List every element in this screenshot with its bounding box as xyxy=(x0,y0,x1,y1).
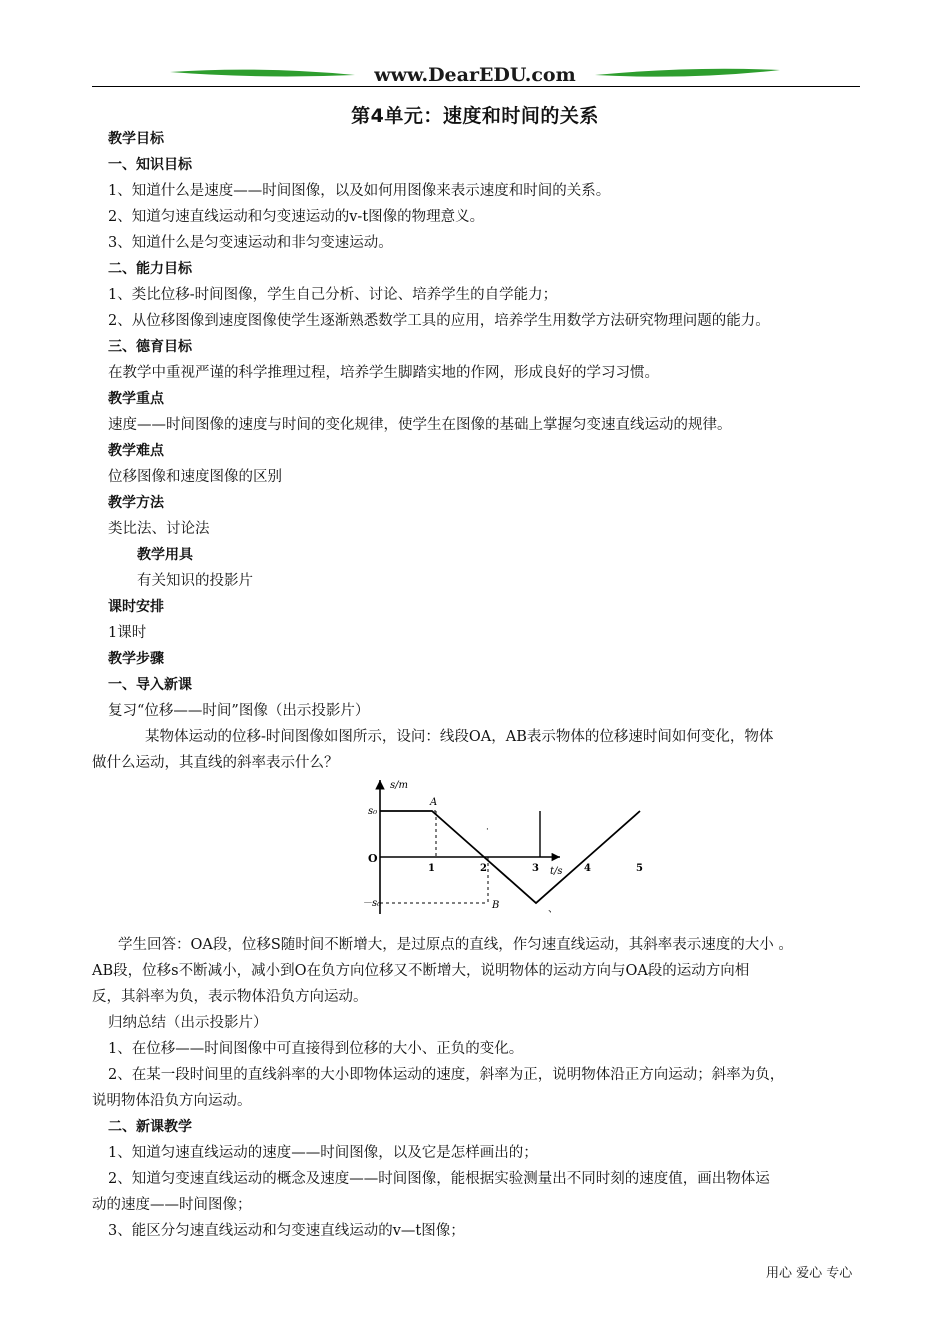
site-logo-text: www.DearEDU.com xyxy=(374,64,576,86)
heading-intro: 一、导入新课 xyxy=(108,677,192,693)
x-axis-label: t/s xyxy=(550,866,563,877)
x-tick-label: 5 xyxy=(636,863,643,874)
y-axis-label: s/m xyxy=(390,780,408,791)
heading-teaching-goals: 教学目标 xyxy=(108,131,164,147)
knowledge-goal-1: 1、知道什么是速度——时间图像，以及如何用图像来表示速度和时间的关系。 xyxy=(108,183,611,199)
heading-teaching-aids: 教学用具 xyxy=(137,547,193,563)
point-a-label: A xyxy=(430,797,438,808)
x-tick-label: 1 xyxy=(428,863,435,874)
neg-s0-label: －s₀ xyxy=(362,898,382,909)
heading-class-hours: 课时安排 xyxy=(108,599,164,615)
new-lesson-3: 3、能区分匀速直线运动和匀变速直线运动的v—t图像； xyxy=(108,1223,465,1239)
x-tick-labels xyxy=(428,863,643,874)
key-points-text: 速度——时间图像的速度与时间的变化规律，使学生在图像的基础上掌握匀变速直线运动的规律。 xyxy=(108,417,732,433)
student-answer-1: 学生回答：OA段，位移S随时间不断增大，是过原点的直线，作匀速直线运动，其斜率表示速度的大小 。 xyxy=(118,937,793,953)
moral-goal-text: 在教学中重视严谨的科学推理过程，培养学生脚踏实地的作网，形成良好的学习习惯。 xyxy=(108,365,659,381)
difficulties-text: 位移图像和速度图像的区别 xyxy=(108,469,282,485)
summary-heading: 归纳总结（出示投影片） xyxy=(108,1015,268,1031)
stray-mark: · xyxy=(486,825,489,835)
summary-2-cont: 说明物体沿负方向运动。 xyxy=(92,1093,252,1109)
heading-moral-goals: 三、德育目标 xyxy=(108,339,192,355)
question-line-2: 做什么运动，其直线的斜率表示什么？ xyxy=(92,755,339,771)
methods-text: 类比法、讨论法 xyxy=(108,521,210,537)
origin-label: O xyxy=(368,852,378,865)
left-swoosh xyxy=(170,70,355,77)
point-b-label: B xyxy=(492,900,500,911)
heading-knowledge-goals: 一、知识目标 xyxy=(108,157,192,173)
right-swoosh xyxy=(595,69,780,77)
header-rule xyxy=(92,86,860,87)
class-hours-text: 1课时 xyxy=(108,625,147,641)
knowledge-goal-2: 2、知道匀速直线运动和匀变速运动的v-t图像的物理意义。 xyxy=(108,209,485,225)
page-title: 第4单元：速度和时间的关系 xyxy=(351,105,599,127)
student-answer-3: 反，其斜率为负，表示物体沿负方向运动。 xyxy=(92,989,368,1005)
x-tick-label: 3 xyxy=(532,863,539,874)
footer-slogan: 用心 爱心 专心 xyxy=(766,1266,853,1281)
summary-2: 2、在某一段时间里的直线斜率的大小即物体运动的速度，斜率为正，说明物体沿正方向运动；斜率为负， xyxy=(108,1067,785,1083)
heading-difficulties: 教学难点 xyxy=(108,443,164,459)
heading-methods: 教学方法 xyxy=(108,495,164,511)
student-answer-2: AB段，位移s不断减小，减小到O在负方向位移又不断增大，说明物体的运动方向与OA段的运动方向相 xyxy=(92,963,750,979)
heading-teaching-steps: 教学步骤 xyxy=(108,651,164,667)
site-logo-banner xyxy=(170,62,780,88)
stray-comma: 、 xyxy=(548,904,558,915)
teaching-aids-text: 有关知识的投影片 xyxy=(137,573,253,589)
s0-label: s₀ xyxy=(368,806,378,817)
heading-ability-goals: 二、能力目标 xyxy=(108,261,192,277)
ability-goal-1: 1、类比位移-时间图像，学生自己分析、讨论、培养学生的自学能力； xyxy=(108,287,558,303)
displacement-time-graph xyxy=(362,774,643,920)
x-tick-label: 2 xyxy=(480,863,487,874)
question-line-1: 某物体运动的位移-时间图像如图所示，设问：线段OA，AB表示物体的位移速时间如何变化，物体 xyxy=(145,729,774,745)
review-line: 复习“位移——时间”图像（出示投影片） xyxy=(108,703,370,719)
ability-goal-2: 2、从位移图像到速度图像使学生逐渐熟悉数学工具的应用，培养学生用数学方法研究物理问题的能力。 xyxy=(108,313,770,329)
new-lesson-2: 2、知道匀变速直线运动的概念及速度——时间图像，能根据实验测量出不同时刻的速度值，画出物体运 xyxy=(108,1171,770,1187)
new-lesson-2-cont: 动的速度——时间图像； xyxy=(92,1197,252,1213)
knowledge-goal-3: 3、知道什么是匀变速运动和非匀变速运动。 xyxy=(108,235,393,251)
heading-key-points: 教学重点 xyxy=(108,391,164,407)
summary-1: 1、在位移——时间图像中可直接得到位移的大小、正负的变化。 xyxy=(108,1041,524,1057)
heading-new-lesson: 二、新课教学 xyxy=(108,1119,192,1135)
x-tick-label: 4 xyxy=(584,863,591,874)
new-lesson-1: 1、知道匀速直线运动的速度——时间图像，以及它是怎样画出的； xyxy=(108,1145,538,1161)
